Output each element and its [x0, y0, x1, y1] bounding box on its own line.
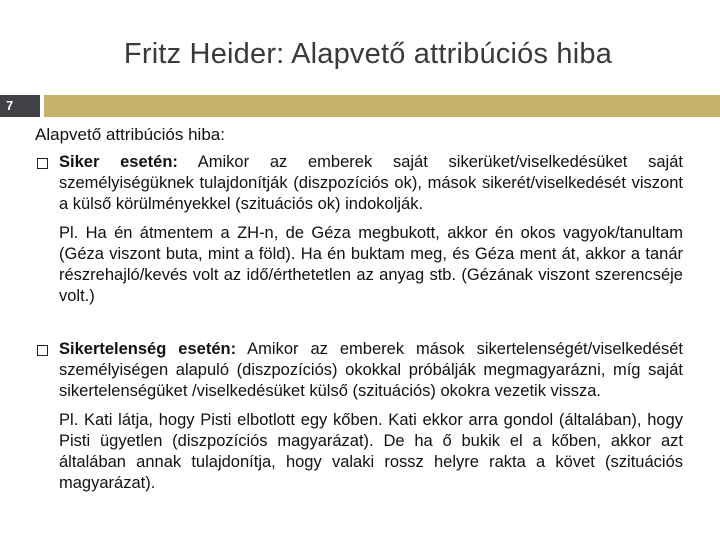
bullet-text [59, 339, 683, 402]
accent-bar [44, 95, 720, 117]
bullet-description: Amikor az emberek mások sikertelenségét/viselkedését személyiségen alapuló (diszpozíciós) okokkal próbálják megmagyarázni, míg saját sikertelenségüket /viselkedésüket külső (szituációs) okokra vezetik vissza. [59, 340, 684, 400]
example-text: Pl. Ha én átmentem a ZH-n, de Géza megbukott, akkor én okos vagyok/tanultam (Géza viszont buta, mint a föld). Ha én buktam meg, és Géza ment át, akkor a tanár részrehajló/kevés volt az idő/érthetetlen az anyag stb. (Gézának viszont szerencséje volt.) [59, 224, 683, 305]
header-bar [0, 95, 720, 117]
slide-title: Fritz Heider: Alapvető attribúciós hiba [123, 38, 613, 70]
bullet-term: Siker esetén: [59, 153, 178, 171]
bullet-term: Sikertelenség esetén: [59, 340, 237, 358]
bullet-item-failure [35, 339, 683, 494]
square-bullet-icon [37, 345, 48, 356]
slide-content [35, 124, 683, 494]
square-bullet-icon [37, 158, 48, 169]
bullet-text [59, 152, 683, 215]
bullet-description: Amikor az emberek saját sikerüket/viselkedésüket saját személyiségüknek tulajdonítják (diszpozíciós ok), mások sikerét/viselkedését viszont a külső körülményekkel (szituációs ok) indokolják. [59, 153, 683, 213]
example-text: Pl. Kati látja, hogy Pisti elbotlott egy kőben. Kati ekkor arra gondol (általában), hogy Pisti ügyetlen (diszpozíciós magyarázat). De ha ő bukik el a kőben, akkor azt általában annak tulajdonítja, hogy valaki rossz helyre rakta a követ (szituációs magyarázat). [59, 411, 683, 492]
content-heading: Alapvető attribúciós hiba: [35, 125, 225, 144]
bullet-item-success [35, 152, 683, 307]
slide-number: 7 [0, 95, 40, 117]
